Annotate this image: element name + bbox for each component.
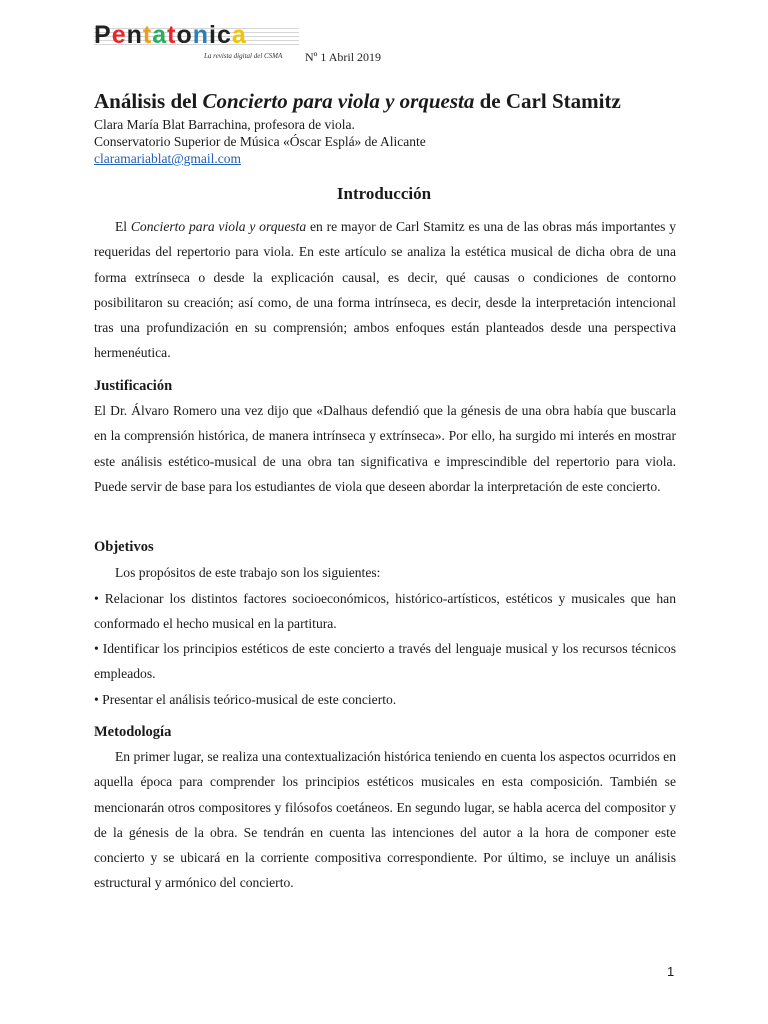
section-heading-metodologia: Metodología — [94, 724, 172, 740]
intro-paragraph: El Concierto para viola y orquesta en re mayor de Carl Stamitz es una de las obras más importantes y requeridas del repertorio para viola. En este artículo se analiza la estética musical de dicha obra de una forma extrínseca o desde la explicación causal, es decir, qué causas o condiciones de contorno posibilitaron su creación; así como, de una forma intrínseca, es decir, desde la interpretación intencional tras una profundización en su comprensión; ambos enfoques están planteados desde una perspectiva hermenéutica. — [94, 219, 676, 361]
objetivo-item-1: • Relacionar los distintos factores socioeconómicos, histórico-artísticos, estéticos y musicales que han conformado el hecho musical en la partitura. — [94, 591, 676, 632]
logo-letter: o — [176, 21, 193, 49]
section-heading-justificacion: Justificación — [94, 378, 173, 394]
logo-letter: n — [126, 21, 143, 49]
issue-info: Nº 1 Abril 2019 — [305, 50, 382, 64]
logo-letter: c — [216, 21, 232, 49]
logo-letter: a — [152, 21, 168, 49]
section-heading-objetivos: Objetivos — [94, 539, 154, 555]
author-institution: Conservatorio Superior de Música «Óscar Esplá» de Alicante — [94, 134, 426, 149]
justificacion-paragraph: El Dr. Álvaro Romero una vez dijo que «Dalhaus defendió que la génesis de una obra había que buscarla en la comprensión histórica, de manera intrínseca y extrínseca». Por ello, ha surgido mi interés en mostrar este análisis estético-musical de una obra tan significativa e imprescindible del repertorio para viola. Puede servir de base para los estudiantes de viola que deseen abordar la interpretación de este concierto. — [94, 403, 676, 494]
logo-letter: t — [142, 21, 153, 49]
author-email-link[interactable]: claramariablat@gmail.com — [94, 151, 241, 166]
logo-letter: n — [192, 21, 209, 49]
logo-letter: i — [209, 21, 217, 49]
logo-letter: P — [94, 21, 112, 49]
objetivos-lead: Los propósitos de este trabajo son los siguientes: — [115, 565, 381, 580]
page-number: 1 — [667, 964, 675, 979]
masthead — [94, 20, 694, 70]
author-block — [94, 116, 426, 167]
metodologia-paragraph: En primer lugar, se realiza una contextualización histórica teniendo en cuenta los aspectos ocurridos en aquella época para comprender los principios estéticos musicales en esta composición. También se mencionarán otros compositores y filósofos coetáneos. En segundo lugar, se habla acerca del compositor y de la génesis de la obra. Se tendrán en cuenta las intenciones del autor a la hora de componer este concierto y se ubicará en la corriente compositiva correspondiente. Por último, se incluye un análisis estructural y armónico del concierto. — [94, 749, 676, 891]
author-name: Clara María Blat Barrachina, profesora de viola. — [94, 117, 355, 132]
objetivo-item-2: • Identificar los principios estéticos de este concierto a través del lenguaje musical y los recursos técnicos empleados. — [94, 641, 676, 682]
logo-tagline: La revista digital del CSMA — [204, 52, 283, 60]
logo-letter: e — [111, 21, 127, 49]
objetivo-item-3: • Presentar el análisis teórico-musical de este concierto. — [94, 692, 397, 707]
logo-pentatonica — [94, 20, 247, 50]
article-title: Análisis del Concierto para viola y orquesta de Carl Stamitz — [94, 89, 621, 113]
logo-letter: a — [231, 21, 247, 49]
section-heading-introduccion: Introducción — [336, 184, 432, 203]
logo-letter: t — [167, 21, 177, 49]
